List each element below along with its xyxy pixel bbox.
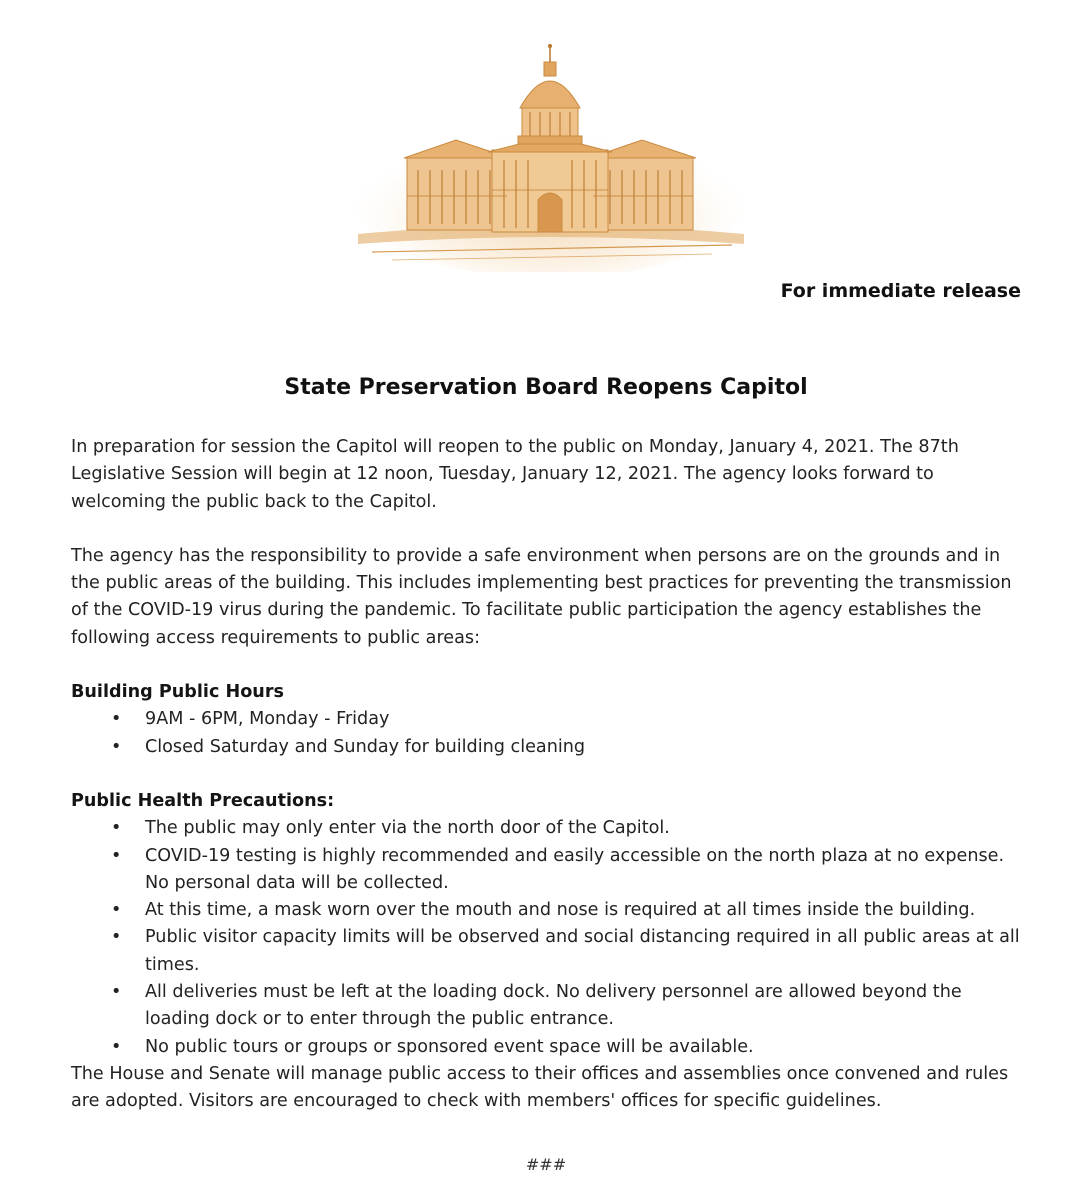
list-item bbox=[71, 979, 1031, 1034]
bullet-icon: • bbox=[111, 845, 122, 866]
bullet-icon: • bbox=[111, 736, 122, 757]
hours-heading: Building Public Hours bbox=[71, 682, 284, 703]
list-item bbox=[71, 706, 1031, 733]
list-item bbox=[71, 815, 1031, 842]
release-label: For immediate release bbox=[780, 280, 1021, 302]
bullet-icon: • bbox=[111, 927, 122, 948]
list-item-text: 9AM - 6PM, Monday - Friday bbox=[145, 709, 390, 730]
bullet-icon: • bbox=[111, 818, 122, 839]
list-item bbox=[71, 924, 1031, 979]
capitol-building-engraving-icon bbox=[352, 40, 748, 272]
list-item bbox=[71, 1034, 1031, 1061]
bullet-icon: • bbox=[111, 709, 122, 730]
closing-paragraph: The House and Senate will manage public access to their offices and assemblies once convened and rules are adopted. Visitors are encouraged to check with members' offices for specific guidelines. bbox=[71, 1063, 1009, 1112]
list-item bbox=[71, 897, 1031, 924]
list-item-text: The public may only enter via the north door of the Capitol. bbox=[145, 818, 670, 839]
responsibility-paragraph: The agency has the responsibility to provide a safe environment when persons are on the grounds and in the public areas of the building. This includes implementing best practices for preventing the transmission of the COVID-19 virus during the pandemic. To facilitate public participation the agency establishes the following access requirements to public areas: bbox=[71, 545, 1012, 648]
list-item-text: Public visitor capacity limits will be observed and social distancing required in all public areas at all times. bbox=[145, 927, 1020, 975]
precautions-list bbox=[71, 815, 1031, 1061]
end-mark: ### bbox=[525, 1155, 567, 1174]
list-item-text: At this time, a mask worn over the mouth and nose is required at all times inside the building. bbox=[145, 900, 976, 921]
hours-list bbox=[71, 706, 1031, 761]
list-item bbox=[71, 843, 1031, 898]
list-item-text: All deliveries must be left at the loading dock. No delivery personnel are allowed beyond the loading dock or to enter through the public entrance. bbox=[145, 982, 962, 1030]
page-title: State Preservation Board Reopens Capitol bbox=[284, 375, 808, 400]
list-item bbox=[71, 734, 1031, 761]
bullet-icon: • bbox=[111, 900, 122, 921]
bullet-icon: • bbox=[111, 1036, 122, 1057]
list-item-text: COVID-19 testing is highly recommended and easily accessible on the north plaza at no expense. No personal data will be collected. bbox=[145, 845, 1005, 893]
list-item-text: No public tours or groups or sponsored event space will be available. bbox=[145, 1036, 754, 1057]
intro-paragraph: In preparation for session the Capitol will reopen to the public on Monday, January 4, 2021. The 87th Legislative Session will begin at 12 noon, Tuesday, January 12, 2021. The agency looks forward to welcoming the public back to the Capitol. bbox=[71, 437, 959, 512]
bullet-icon: • bbox=[111, 982, 122, 1003]
list-item-text: Closed Saturday and Sunday for building cleaning bbox=[145, 736, 586, 757]
release-body bbox=[71, 434, 1031, 1116]
precautions-heading: Public Health Precautions: bbox=[71, 790, 335, 811]
